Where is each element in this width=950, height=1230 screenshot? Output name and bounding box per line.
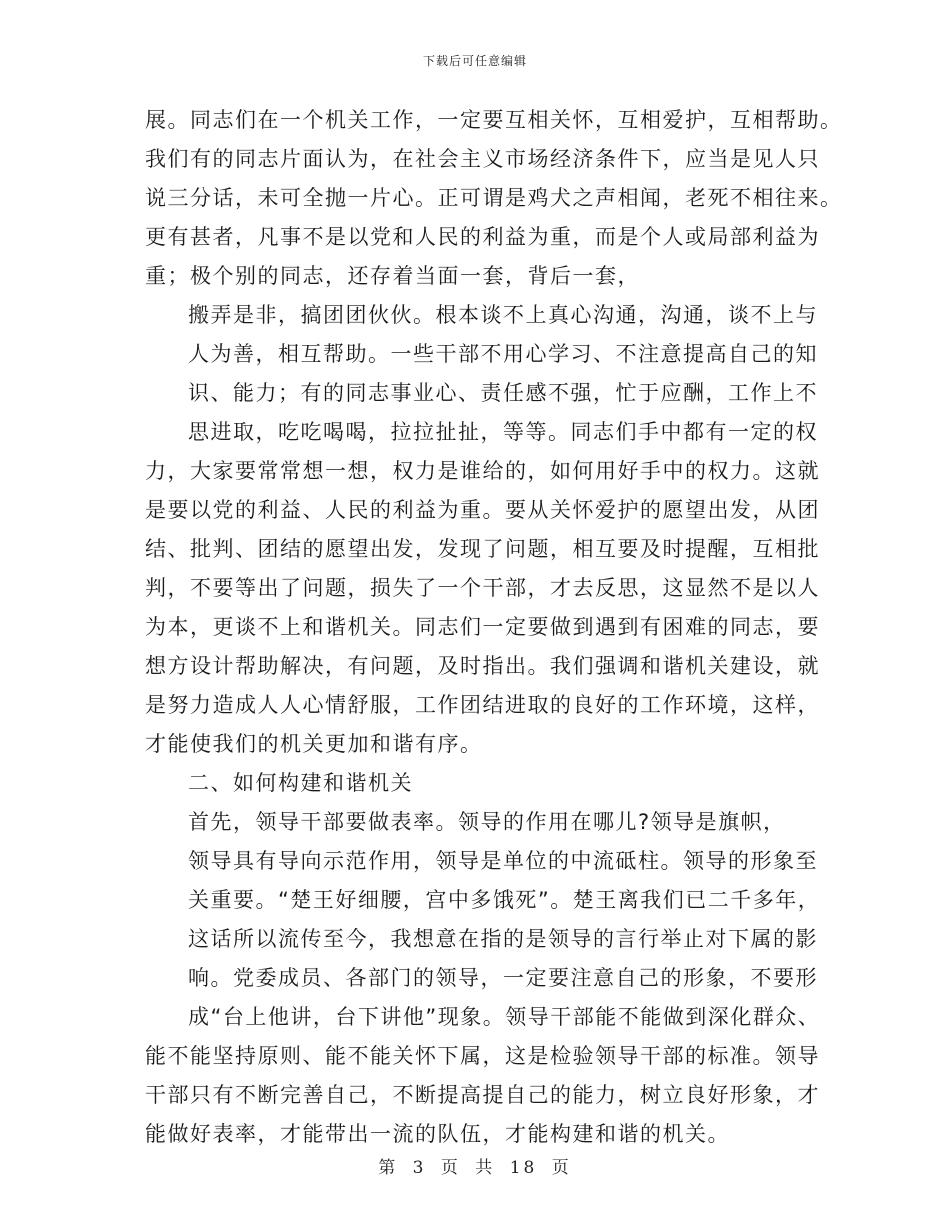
text-line: 思进取，吃吃喝喝，拉拉扯扯，等等。同志们手中都有一定的权	[188, 420, 818, 444]
text-line: 这话所以流传至今，我想意在指的是领导的言行举止对下属的影	[188, 927, 818, 951]
text-line: 能做好表率，才能带出一流的队伍，才能构建和谐的机关。	[145, 1122, 730, 1146]
text-line: 人为善，相互帮助。一些干部不用心学习、不注意提高自己的知	[188, 342, 818, 366]
text-line: 响。党委成员、各部门的领导，一定要注意自己的形象，不要形	[188, 966, 818, 990]
text-line: 首先，领导干部要做表率。领导的作用在哪儿?领导是旗帜，	[188, 810, 786, 834]
text-line: 为本，更谈不上和谐机关。同志们一定要做到遇到有困难的同志，要	[145, 615, 820, 639]
text-line: 说三分话，未可全抛一片心。正可谓是鸡犬之声相闻，老死不相往来。	[145, 186, 843, 210]
text-line: 干部只有不断完善自己，不断提高提自己的能力，树立良好形象，才	[145, 1083, 820, 1107]
text-line: 才能使我们的机关更加和谐有序。	[145, 732, 483, 756]
text-line: 力，大家要常常想一想，权力是谁给的，如何用好手中的权力。这就	[145, 459, 820, 483]
text-line: 判，不要等出了问题，损失了一个干部，才去反思，这显然不是以人	[145, 576, 820, 600]
text-line: 更有甚者，凡事不是以党和人民的利益为重，而是个人或局部利益为	[145, 225, 820, 249]
section-heading: 二、如何构建和谐机关	[188, 771, 413, 795]
page-number-footer: 第 3 页 共 18 页	[378, 1158, 572, 1178]
text-line: 能不能坚持原则、能不能关怀下属，这是检验领导干部的标准。领导	[145, 1044, 820, 1068]
text-line: 结、批判、团结的愿望出发，发现了问题，相互要及时提醒，互相批	[145, 537, 820, 561]
text-line: 想方设计帮助解决，有问题，及时指出。我们强调和谐机关建设，就	[145, 654, 820, 678]
text-line: 展。同志们在一个机关工作，一定要互相关怀，互相爱护，互相帮助。	[145, 108, 843, 132]
text-line: 我们有的同志片面认为，在社会主义市场经济条件下，应当是见人只	[145, 147, 820, 171]
text-line: 关重要。“楚王好细腰，宫中多饿死”。楚王离我们已二千多年，	[188, 888, 821, 912]
page-header: 下载后可任意编辑	[422, 54, 527, 68]
text-line: 是努力造成人人心情舒服，工作团结进取的良好的工作环境，这样，	[145, 693, 820, 717]
text-line: 重；极个别的同志，还存着当面一套，背后一套，	[145, 264, 640, 288]
text-line: 领导具有导向示范作用，领导是单位的中流砥柱。领导的形象至	[188, 849, 818, 873]
text-line: 搬弄是非，搞团团伙伙。根本谈不上真心沟通，沟通，谈不上与	[188, 303, 818, 327]
text-line: 成“台上他讲，台下讲他”现象。领导干部能不能做到深化群众、	[188, 1005, 821, 1029]
text-line: 识、能力；有的同志事业心、责任感不强，忙于应酬，工作上不	[188, 381, 818, 405]
text-line: 是要以党的利益、人民的利益为重。要从关怀爱护的愿望出发，从团	[145, 498, 820, 522]
